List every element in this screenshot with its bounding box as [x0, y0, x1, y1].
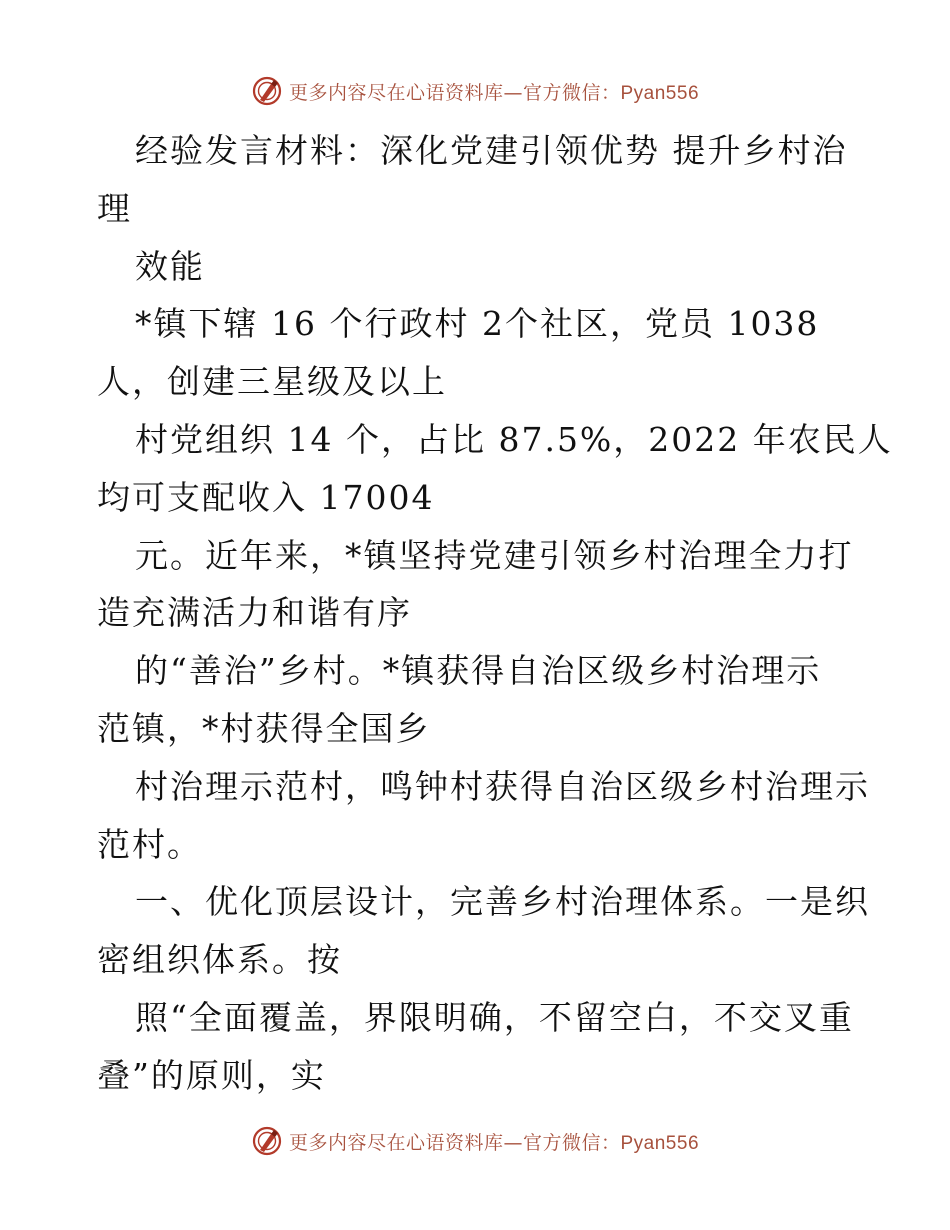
- banner-wechat-id: Pyan556: [620, 1132, 700, 1154]
- text-line: 村党组织 14 个，占比 87.5%，2022 年农民人: [135, 419, 893, 459]
- text-line: *镇下辖 16 个行政村 2个社区，党员 1038: [135, 304, 820, 344]
- text-line: 范村。: [97, 824, 202, 864]
- footer-banner: [0, 1121, 950, 1161]
- text-line: 人，创建三星级及以上: [97, 362, 447, 402]
- text-line: 一、优化顶层设计，完善乡村治理体系。一是织: [135, 882, 870, 922]
- pen-nib-circle-logo-icon: [251, 1125, 283, 1157]
- pen-nib-circle-logo-icon: [251, 75, 283, 107]
- banner-slogan: 更多内容尽在心语资料库—官方微信：: [288, 1131, 621, 1154]
- text-line: 的“善治”乡村。*镇获得自治区级乡村治理示: [135, 651, 822, 691]
- header-banner: [0, 71, 950, 111]
- document-body: [97, 122, 893, 1105]
- banner-wechat-id: Pyan556: [620, 82, 700, 104]
- text-line: 均可支配收入 17004: [97, 477, 435, 517]
- banner-slogan: 更多内容尽在心语资料库—官方微信：: [288, 81, 621, 104]
- text-line: 范镇，*村获得全国乡: [97, 708, 431, 748]
- text-line: 理: [97, 188, 132, 228]
- text-line: 照“全面覆盖，界限明确，不留空白，不交叉重: [135, 997, 854, 1037]
- text-line: 村治理示范村，鸣钟村获得自治区级乡村治理示: [135, 766, 870, 806]
- text-line: 叠”的原则，实: [97, 1055, 326, 1095]
- text-line: 效能: [135, 246, 205, 286]
- text-line: 密组织体系。按: [97, 940, 342, 980]
- text-line: 元。近年来，*镇坚持党建引领乡村治理全力打: [135, 535, 854, 575]
- text-line: 造充满活力和谐有序: [97, 593, 412, 633]
- text-line: 经验发言材料：深化党建引领优势 提升乡村治: [135, 131, 848, 170]
